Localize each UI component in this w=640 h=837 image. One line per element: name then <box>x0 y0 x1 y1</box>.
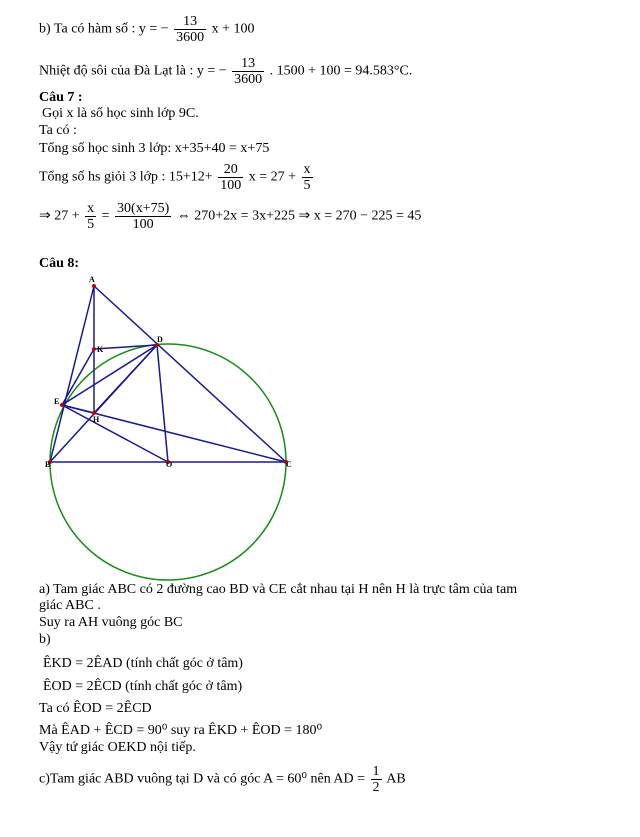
denominator: 3600 <box>234 72 263 87</box>
cau8-b-line5: Vậy tứ giác OEKD nội tiếp. <box>39 740 196 755</box>
point-a <box>92 284 96 288</box>
text: = <box>101 208 110 224</box>
segment-kd <box>94 345 157 349</box>
denominator: 5 <box>87 217 95 232</box>
cau8-c-line <box>39 764 406 795</box>
cau8-a-line1: a) Tam giác ABC có 2 đường cao BD và CE cắt nhau tại H nên H là trực tâm của tam <box>39 582 518 597</box>
cau8-b-line4: Mà ÊAD + ÊCD = 90⁰ suy ra ÊKD + ÊOD = 180⁰ <box>39 723 323 738</box>
fraction <box>371 764 382 795</box>
text: x + 100 <box>211 21 255 37</box>
numerator: 13 <box>174 14 206 30</box>
point-e <box>60 403 64 407</box>
label-h: H <box>93 415 100 424</box>
cau8-b-line3: Ta có ÊOD = 2ÊCD <box>39 701 152 716</box>
label-e: E <box>54 397 60 406</box>
cau7-title: Câu 7 : <box>39 90 83 105</box>
segment-eh <box>62 405 94 413</box>
denominator: 100 <box>220 178 242 193</box>
label-c: C <box>286 460 292 469</box>
numerator: 1 <box>372 764 380 779</box>
cau8-b-line2: ÊOD = 2ÊCD (tính chất góc ở tâm) <box>43 679 243 694</box>
cau7-line2: Ta có : <box>39 123 77 138</box>
cau8-b-line1: ÊKD = 2ÊAD (tính chất góc ở tâm) <box>43 656 243 671</box>
text: . 1500 + 100 = 94.583°C. <box>269 63 413 79</box>
segment-ke <box>62 349 94 405</box>
cau7-line1: Gọi x là số học sinh lớp 9C. <box>42 106 199 121</box>
cau8-a-line3: Suy ra AH vuông góc BC <box>39 615 183 630</box>
label-o: O <box>166 460 173 469</box>
text: b) Ta có hàm số : y = − <box>39 21 169 37</box>
segment-od <box>157 345 168 462</box>
text: Tổng số hs giỏi 3 lớp : 15+12+ <box>39 169 213 185</box>
numerator: x <box>303 162 311 177</box>
label-b: B <box>45 460 51 469</box>
cau8-title: Câu 8: <box>39 256 80 271</box>
numerator: x <box>87 201 95 216</box>
text: AB <box>386 771 406 787</box>
segment-ac <box>94 286 286 462</box>
numerator: 20 <box>218 162 243 178</box>
text: c)Tam giác ABD vuông tại D và có góc A = 60⁰ nên AD = <box>39 771 366 787</box>
numerator: 13 <box>232 56 264 72</box>
denominator: 3600 <box>176 30 205 45</box>
segment-oe <box>62 405 168 462</box>
numerator: 30(x+75) <box>117 201 170 216</box>
label-k: K <box>97 345 104 354</box>
denominator: 100 <box>132 217 154 232</box>
text: ⇔ 270+2x = 3x+225 ⇒ x = 270 − 225 = 45 <box>176 208 422 224</box>
cau7-line3: Tổng số học sinh 3 lớp: x+35+40 = x+75 <box>39 141 270 156</box>
denominator: 2 <box>372 780 380 795</box>
cau8-a-line2: giác ABC . <box>39 598 101 613</box>
text: ⇒ 27 + <box>39 208 80 224</box>
cau8-b-label: b) <box>39 632 51 647</box>
point-k <box>92 347 96 351</box>
segment-ab <box>50 286 94 462</box>
label-a: A <box>89 275 95 284</box>
text: Nhiệt độ sôi của Đà Lạt là : y = − <box>39 63 227 79</box>
text: x = 27 + <box>248 169 296 185</box>
denominator: 5 <box>303 178 311 193</box>
label-d: D <box>157 335 163 344</box>
